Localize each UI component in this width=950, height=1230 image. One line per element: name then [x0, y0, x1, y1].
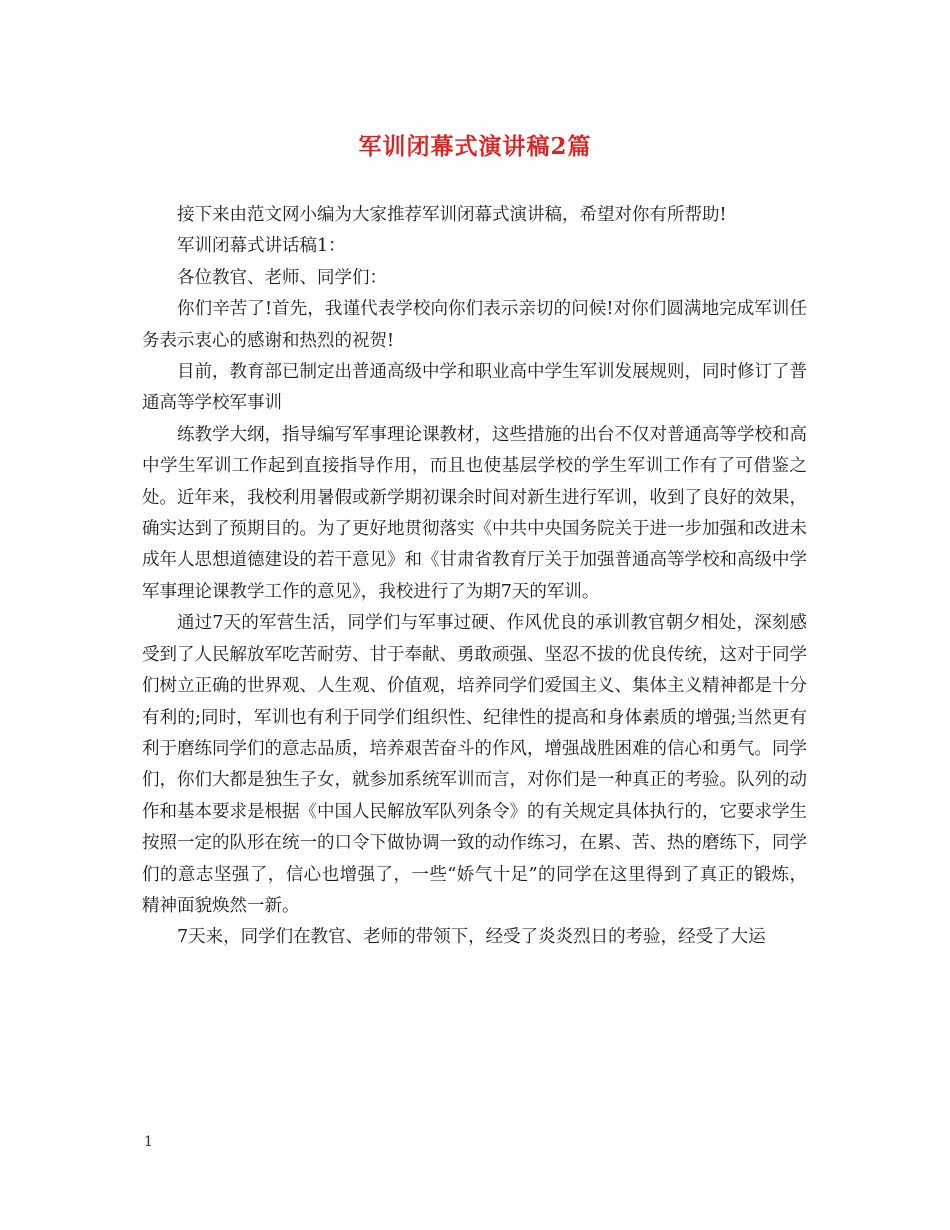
paragraph-seven-days: 7天来，同学们在教官、老师的带领下，经受了炎炎烈日的考验，经受了大运 [177, 927, 766, 948]
paragraph-camp-life: 通过7天的军营生活，同学们与军事过硬、作风优良的承训教官朝夕相处，深刻感受到了人民解放军吃苦耐劳、甘于奉献、勇敢顽强、坚忍不拔的优良传统，这对于同学们树立正确的世界观、人生观、价值观，培养同学们爱国主义、集体主义精神都是十分有利的;同时，军训也有利于同学们组织性、纪律性的提高和身体素质的增强;当然更有利于磨练同学们的意志品质，培养艰苦奋斗的作风，增强战胜困难的信心和勇气。同学们，你们大都是独生子女，就参加系统军训而言，对你们是一种真正的考验。队列的动作和基本要求是根据《中国人民解放军队列条令》的有关规定具体执行的，它要求学生按照一定的队形在统一的口令下做协调一致的动作练习，在累、苦、热的磨练下，同学们的意志坚强了，信心也增强了，一些“娇气十足”的同学在这里得到了真正的锻炼，精神面貌焕然一新。 [142, 613, 807, 916]
paragraph-salutation: 各位教官、老师、同学们： [177, 267, 387, 288]
paragraph-intro: 接下来由范文网小编为大家推荐军训闭幕式演讲稿，希望对你有所帮助! [177, 205, 727, 225]
paragraph-syllabus: 练教学大纲，指导编写军事理论课教材，这些措施的出台不仅对普通高等学校和高中学生军训工作起到直接指导作用，而且也使基层学校的学生军训工作有了可借鉴之处。近年来，我校利用暑假或新学期初课余时间对新生进行军训，收到了良好的效果，确实达到了预期目的。为了更好地贯彻落实《中共中央国务院关于进一步加强和改进未成年人思想道德建设的若干意见》和《甘肃省教育厅关于加强普通高等学校和高级中学军事理论课教学工作的意见》，我校进行了为期7天的军训。 [142, 424, 807, 602]
page-number: 1 [144, 1134, 153, 1150]
paragraph-speech-heading: 军训闭幕式讲话稿1： [177, 236, 346, 257]
paragraph-greeting: 你们辛苦了!首先，我谨代表学校向你们表示亲切的问候!对你们圆满地完成军训任务表示衷心的感谢和热烈的祝贺! [142, 299, 807, 351]
document-body [142, 200, 807, 954]
paragraph-regulations: 目前，教育部已制定出普通高级中学和职业高中学生军训发展规则，同时修订了普通高等学校军事训 [142, 362, 807, 414]
document-title: 军训闭幕式演讲稿2篇 [358, 133, 592, 160]
